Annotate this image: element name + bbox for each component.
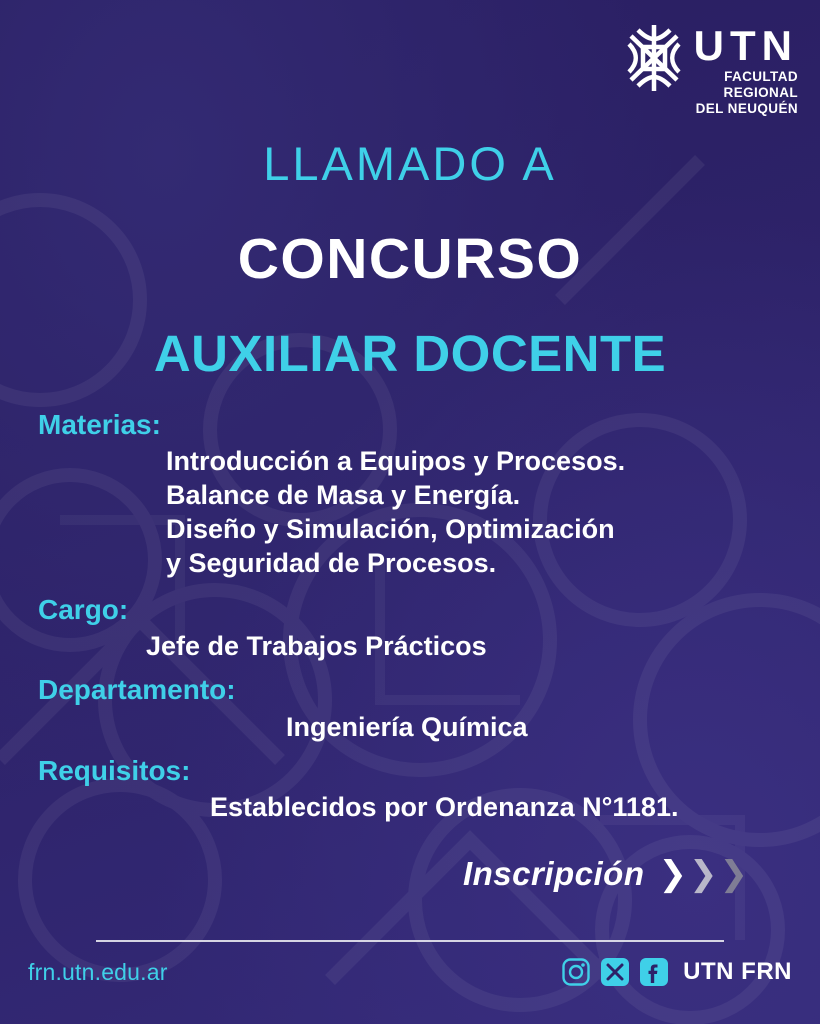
social-handle: UTN FRN <box>683 958 792 985</box>
heading-concurso: CONCURSO <box>237 226 583 291</box>
footer-divider <box>96 940 724 942</box>
label-cargo: Cargo: <box>38 594 129 626</box>
chevron-right-icon: ❯ <box>719 854 748 894</box>
poster-headings <box>0 138 820 382</box>
logo-acronym: UTN <box>693 22 798 69</box>
label-requisitos: Requisitos: <box>38 754 191 786</box>
materia-item: Introducción a Equipos y Procesos. <box>166 446 626 477</box>
utn-gear-icon <box>624 22 684 94</box>
inscripcion-callout[interactable] <box>463 855 748 893</box>
instagram-icon[interactable] <box>562 958 590 986</box>
logo-line-regional: REGIONAL <box>723 84 798 100</box>
value-materias <box>166 444 782 580</box>
value-departamento: Ingeniería Química <box>286 711 528 742</box>
chevron-right-icon: ❯ <box>658 854 687 894</box>
chevron-right-icon: ❯ <box>689 854 718 894</box>
value-requisitos: Establecidos por Ordenanza N°1181. <box>210 791 679 822</box>
inscripcion-label: Inscripción <box>462 855 645 892</box>
label-departamento: Departamento: <box>38 674 236 706</box>
materia-item: y Seguridad de Procesos. <box>166 548 497 579</box>
value-cargo: Jefe de Trabajos Prácticos <box>146 631 487 662</box>
logo-line-facultad: FACULTAD <box>724 68 798 84</box>
x-twitter-icon[interactable] <box>601 958 629 986</box>
footer <box>28 958 792 986</box>
logo-line-neuquen: DEL NEUQUÉN <box>695 100 798 116</box>
social-links <box>562 958 792 986</box>
utn-logo <box>624 22 798 117</box>
label-materias: Materias: <box>38 409 161 440</box>
heading-auxiliar-docente: AUXILIAR DOCENTE <box>153 325 667 383</box>
website-url[interactable]: frn.utn.edu.ar <box>28 958 168 985</box>
heading-llamado-a: LLAMADO A <box>263 137 557 190</box>
facebook-icon[interactable] <box>640 958 668 986</box>
chevron-right-icon-group <box>658 854 749 894</box>
materia-item: Diseño y Simulación, Optimización <box>166 514 615 545</box>
materia-item: Balance de Masa y Energía. <box>166 480 521 511</box>
poster-details <box>38 408 782 824</box>
